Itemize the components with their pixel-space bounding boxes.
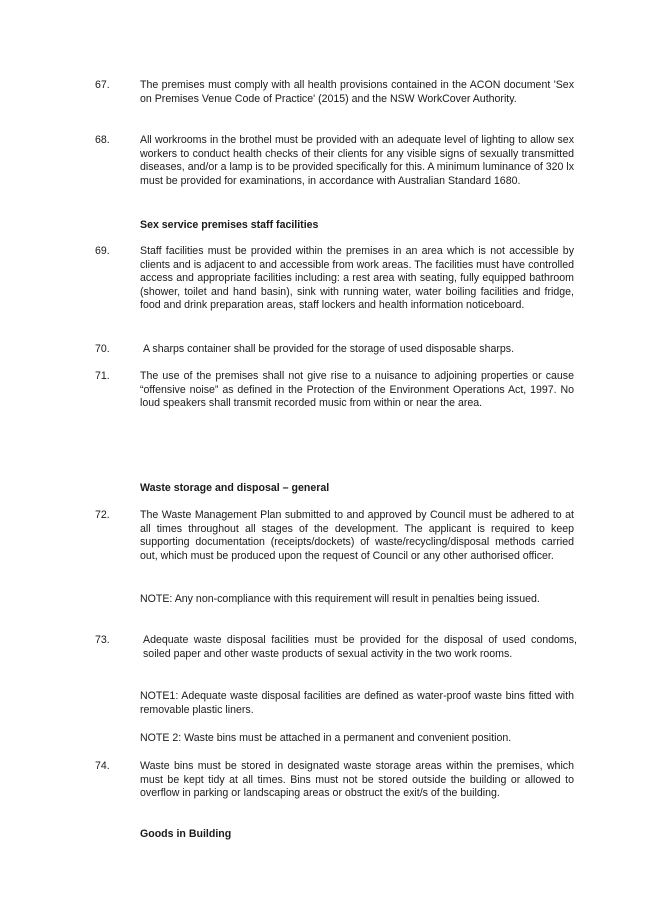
- section-heading-goods: Goods in Building: [140, 828, 232, 840]
- clause-text: The Waste Management Plan submitted to and approved by Council must be adhered to at all times throughout all stages of the development. The applicant is required to keep supporting documentation (receipts/dockets) of waste/recycling/disposal methods carried out, which must be produced upon the request of Council or any other authorised officer.: [140, 509, 574, 562]
- clause-number: 68.: [95, 134, 110, 146]
- clause-text: All workrooms in the brothel must be provided with an adequate level of lighting to allow sex workers to conduct health checks of their clients for any visible signs of sexually transmitted diseases, and/or a lamp is to be provided specifically for this. A minimum luminance of 320 lx must be provided for examinations, in accordance with Australian Standard 1680.: [140, 134, 574, 187]
- note-73-1: NOTE1: Adequate waste disposal facilities are defined as water-proof waste bins fitted with removable plastic liners.: [140, 690, 574, 716]
- clause-number: 70.: [95, 343, 110, 355]
- section-heading-staff-facilities: Sex service premises staff facilities: [140, 219, 319, 231]
- clause-text: Staff facilities must be provided within the premises in an area which is not accessible by clients and is adjacent to and accessible from work areas. The facilities must have controlled access and appropriate facilities including: a rest area with seating, fully equipped bathroom (shower, toilet and hand basin), sink with running water, water boiling facilities and fridge, food and drink preparation areas, staff lockers and health information noticeboard.: [140, 245, 574, 312]
- clause-text: The premises must comply with all health provisions contained in the ACON document 'Sex on Premises Venue Code of Practice' (2015) and the NSW WorkCover Authority.: [140, 79, 574, 105]
- clause-text: Adequate waste disposal facilities must be provided for the disposal of used condoms, soiled paper and other waste products of sexual activity in the two work rooms.: [143, 634, 577, 660]
- clause-number: 69.: [95, 245, 110, 257]
- clause-number: 67.: [95, 79, 110, 91]
- clause-number: 73.: [95, 634, 110, 646]
- clause-number: 72.: [95, 509, 110, 521]
- clause-number: 71.: [95, 370, 110, 382]
- clause-text: The use of the premises shall not give rise to a nuisance to adjoining properties or cause “offensive noise” as defined in the Protection of the Environment Operations Act, 1997. No loud speakers shall transmit recorded music from within or near the area.: [140, 370, 574, 410]
- clause-text: A sharps container shall be provided for the storage of used disposable sharps.: [143, 343, 515, 355]
- note-73-2: NOTE 2: Waste bins must be attached in a permanent and convenient position.: [140, 732, 512, 744]
- clause-number: 74.: [95, 760, 110, 772]
- note-72: NOTE: Any non-compliance with this requirement will result in penalties being issued.: [140, 593, 540, 605]
- section-heading-waste: Waste storage and disposal – general: [140, 482, 330, 494]
- clause-text: Waste bins must be stored in designated waste storage areas within the premises, which must be kept tidy at all times. Bins must not be stored outside the building or allowed to overflow in parking or landscaping areas or obstruct the exit/s of the building.: [140, 760, 574, 800]
